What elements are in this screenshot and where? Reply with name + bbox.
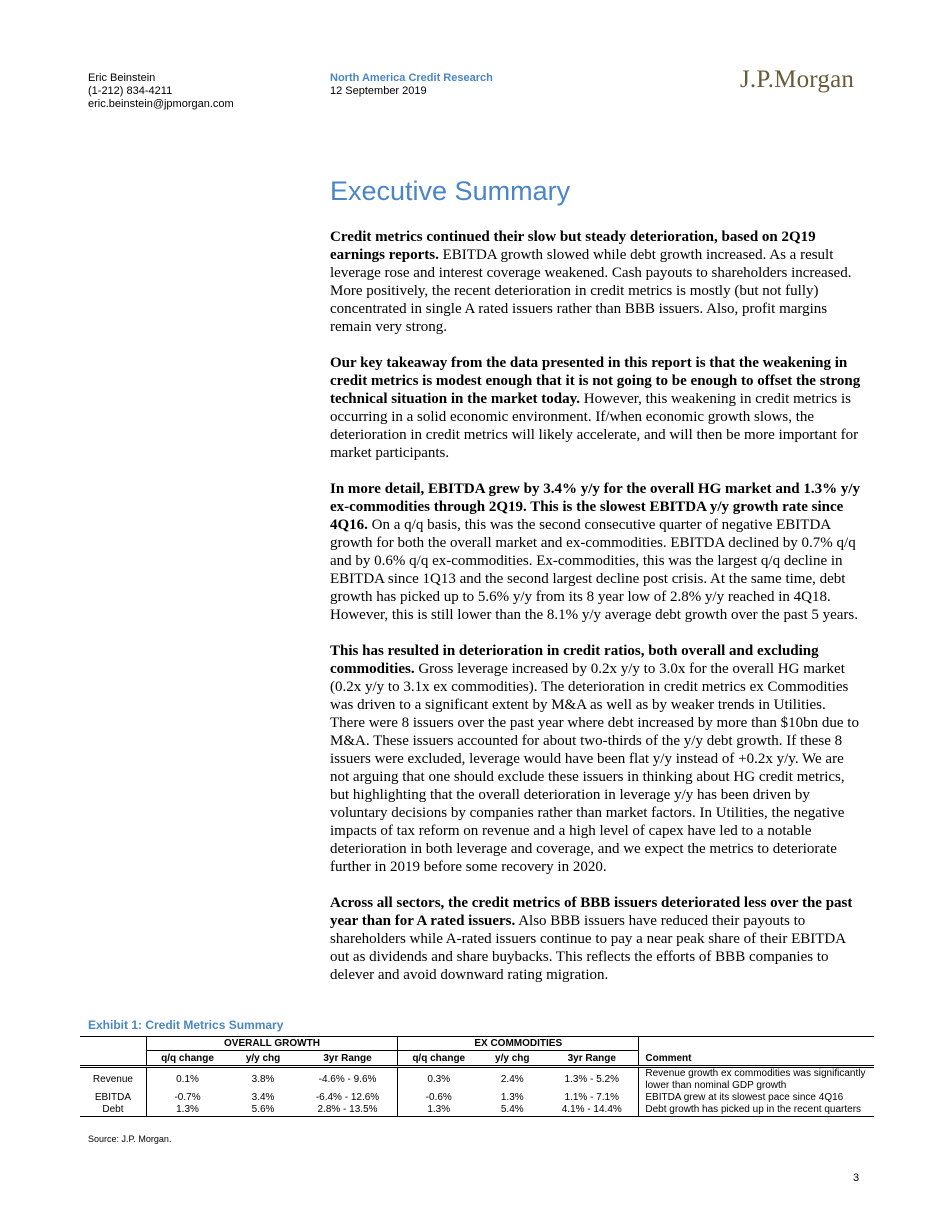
cell: 1.3% xyxy=(398,1104,480,1117)
paragraph-4-text: Gross leverage increased by 0.2x y/y to 3.0x for the overall HG market (0.2x y/y to 3.1x ex commodities). The deterioration in credit metrics ex Commodities was driven to a significant extent by M&A as well as by weaker trends in Utilities. There were 8 issuers over the past year where debt increased by more than $10bn due to M&A. These issuers accounted for about two-thirds of the y/y debt growth. If these 8 issuers were excluded, leverage would have been flat y/y instead of +0.2x y/y. We are not arguing that one should exclude these issuers in thinking about HG credit metrics, but highlighting that the overall deterioration in leverage y/y has been driven by voluntary decisions by companies rather than market factors. In Utilities, the negative impacts of tax reform on revenue and a high level of capex have led to a notable deterioration in both leverage and coverage, and we expect the metrics to deteriorate further in 2019 before some recovery in 2020. xyxy=(330,661,859,875)
author-email[interactable]: eric.beinstein@jpmorgan.com xyxy=(88,98,234,110)
paragraph-1-lead: Credit metrics continued their slow but steady deterioration, based on 2Q19 earnings reports. xyxy=(330,229,816,263)
paragraph-4-lead: This has resulted in deterioration in credit ratios, both overall and excluding commodities. xyxy=(330,643,819,677)
cell: 1.1% - 7.1% xyxy=(564,1092,619,1103)
cell: -6.4% - 12.6% xyxy=(315,1092,380,1103)
col-range-overall: 3yr Range xyxy=(298,1051,398,1067)
author-block xyxy=(88,72,234,111)
row-label: Debt xyxy=(80,1104,146,1117)
report-date: 12 September 2019 xyxy=(330,85,427,97)
cell: 5.6% xyxy=(228,1104,298,1117)
col-yy-ex: y/y chg xyxy=(479,1051,545,1067)
paragraph-3 xyxy=(330,480,862,624)
cell: 0.3% xyxy=(398,1067,480,1093)
paragraph-1 xyxy=(330,228,862,336)
paragraph-1-text: EBITDA growth slowed while debt growth increased. As a result leverage rose and interest coverage weakened. Cash payouts to shareholders increased. More positively, the recent deterioration in credit metrics is mostly (but not fully) concentrated in single A rated issuers rather than BBB issuers. Also, profit margins remain very strong. xyxy=(330,247,852,335)
col-qq-overall: q/q change xyxy=(146,1051,228,1067)
table-column-header xyxy=(80,1051,874,1067)
cell: 0.1% xyxy=(146,1067,228,1093)
cell: 5.4% xyxy=(479,1104,545,1117)
cell: 2.4% xyxy=(500,1074,524,1085)
source-note: Source: J.P. Morgan. xyxy=(88,1134,172,1144)
paragraph-3-text: On a q/q basis, this was the second consecutive quarter of negative EBITDA growth for both the overall market and ex-commodities. EBITDA declined by 0.7% q/q and by 0.6% q/q ex-commodities. Ex-commodities, this was the largest q/q decline in EBITDA since 1Q13 and the second largest decline post crisis. At the same time, debt growth has picked up to 5.6% y/y from its 8 year low of 2.8% y/y reached in 4Q18. However, this is still lower than the 8.1% y/y average debt growth over the past 5 years. xyxy=(330,517,859,623)
cell: 1.3% xyxy=(500,1092,524,1103)
paragraph-5-lead: Across all sectors, the credit metrics of BBB issuers deteriorated less over the past year than for A rated issuers. xyxy=(330,895,853,929)
table-row xyxy=(80,1067,874,1093)
cell: 1.3% xyxy=(146,1104,228,1117)
comment-cell: Debt growth has picked up in the recent quarters xyxy=(639,1104,874,1117)
paragraph-5-text: Also BBB issuers have reduced their payouts to shareholders while A-rated issuers continue to pay a near peak share of their EBITDA out as dividends and share buybacks. This reflects the efforts of BBB companies to delever and avoid downward rating migration. xyxy=(330,913,846,983)
row-label: EBITDA xyxy=(94,1092,131,1103)
paragraph-5 xyxy=(330,894,862,984)
department: North America Credit Research xyxy=(330,72,493,84)
paragraph-2-lead: Our key takeaway from the data presented in this report is that the weakening in credit metrics is modest enough that it is not going to be enough to offset the strong technical situation in the market today. xyxy=(330,355,861,407)
group-ex-commodities: EX COMMODITIES xyxy=(398,1037,639,1051)
cell: 4.1% - 14.4% xyxy=(545,1104,639,1117)
cell: -4.6% - 9.6% xyxy=(318,1074,377,1085)
credit-metrics-table xyxy=(80,1036,874,1117)
table-row xyxy=(80,1092,874,1104)
col-comment: Comment xyxy=(639,1051,874,1067)
cell: -0.7% xyxy=(146,1092,228,1104)
table-group-header xyxy=(80,1037,874,1051)
report-info xyxy=(330,72,493,98)
author-name: Eric Beinstein xyxy=(88,72,156,84)
col-range-ex: 3yr Range xyxy=(545,1051,639,1067)
cell: 2.8% - 13.5% xyxy=(298,1104,398,1117)
jpmorgan-logo: J.P.Morgan xyxy=(740,66,855,93)
row-label: Revenue xyxy=(92,1074,133,1085)
cell: 1.3% - 5.2% xyxy=(564,1074,619,1085)
cell: 3.8% xyxy=(251,1074,275,1085)
author-phone: (1-212) 834-4211 xyxy=(88,85,173,97)
section-title: Executive Summary xyxy=(330,176,571,206)
body-text xyxy=(330,228,862,1002)
col-qq-ex: q/q change xyxy=(398,1051,480,1067)
table-row xyxy=(80,1104,874,1117)
cell: -0.6% xyxy=(398,1092,480,1104)
paragraph-2-text: However, this weakening in credit metrics is occurring in a solid economic environment. If/when economic growth slows, the deterioration in credit metrics will likely accelerate, and will then be more important for market participants. xyxy=(330,391,859,461)
page-number: 3 xyxy=(853,1172,860,1184)
comment-cell: Revenue growth ex commodities was significantly lower than nominal GDP growth xyxy=(639,1067,874,1093)
paragraph-3-lead: In more detail, EBITDA grew by 3.4% y/y for the overall HG market and 1.3% y/y ex-commodities through 2Q19. This is the slowest EBITDA y/y growth rate since 4Q16. xyxy=(330,481,860,533)
paragraph-4 xyxy=(330,642,862,876)
comment-cell: EBITDA grew at its slowest pace since 4Q16 xyxy=(639,1092,874,1104)
group-overall-growth: OVERALL GROWTH xyxy=(146,1037,397,1051)
exhibit-title: Exhibit 1: Credit Metrics Summary xyxy=(88,1018,284,1032)
cell: 3.4% xyxy=(251,1092,275,1103)
col-yy-overall: y/y chg xyxy=(228,1051,298,1067)
paragraph-2 xyxy=(330,354,862,462)
